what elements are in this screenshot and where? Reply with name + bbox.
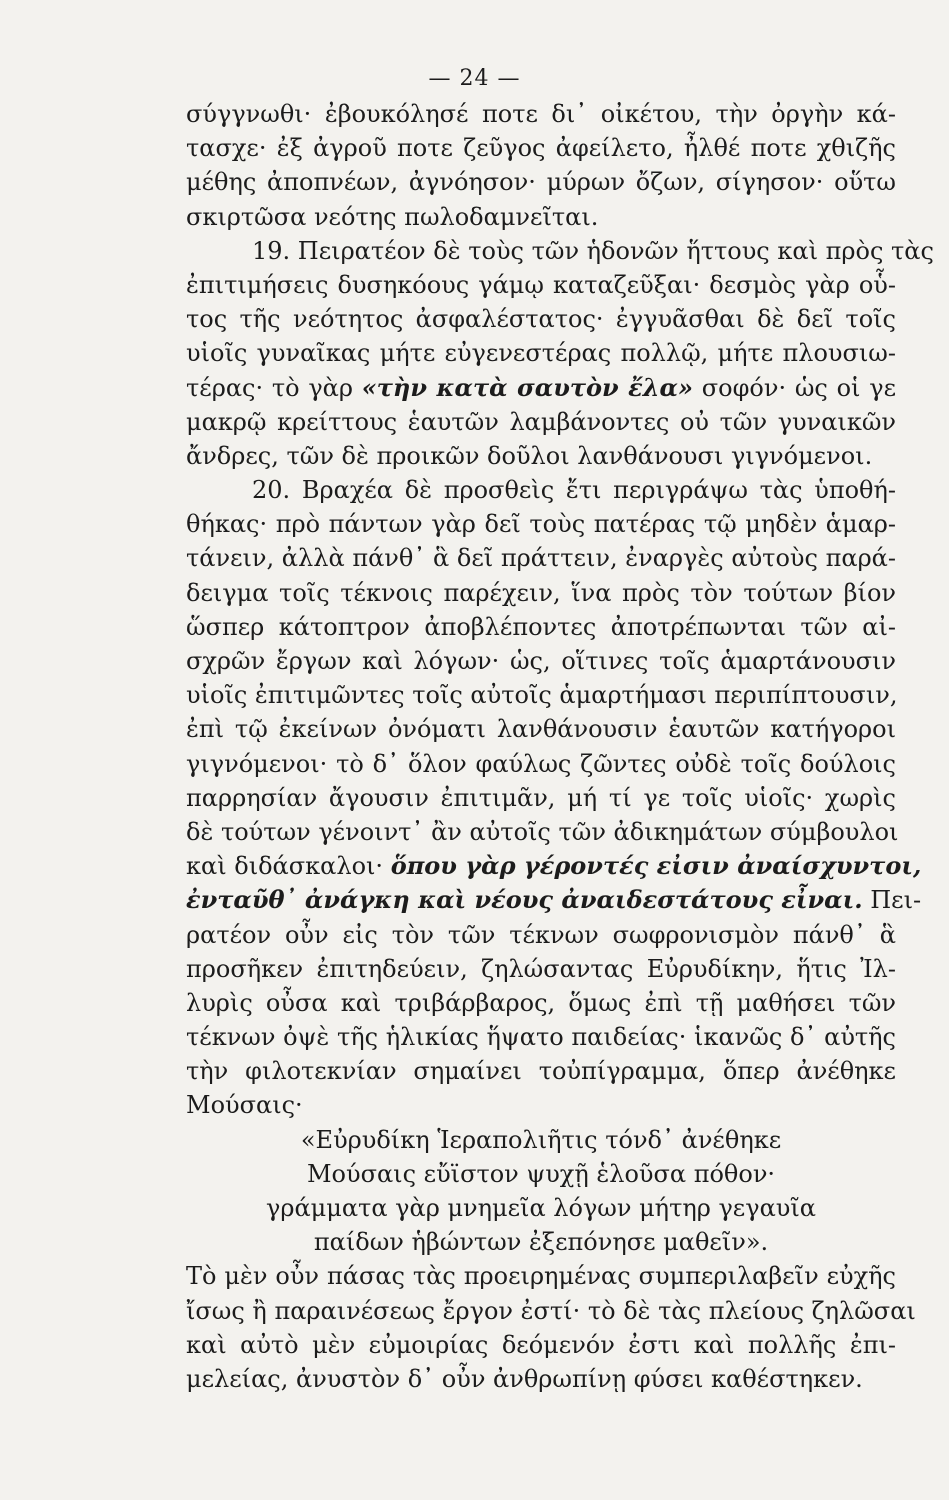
emphasized-quote: ὅπου γὰρ γέροντές εἰσιν ἀναίσχυντοι, [390,851,922,881]
text-line: λυρὶς οὖσα καὶ τριβάρβαρος, ὅμως ἐπὶ τῇ μαθήσει τῶν [186,988,896,1017]
text-line: σκιρτῶσα νεότης πωλοδαμνεῖται. [186,202,599,231]
text-line [186,371,896,405]
text-line: τος τῆς νεότητος ἀσφαλέστατος· ἐγγυᾶσθαι δὲ δεῖ τοῖς [186,305,896,334]
epigram-verse-line: «Εὐρυδίκη Ἱεραπολιῆτις τόνδ᾽ ἀνέθηκε [300,1125,782,1154]
text-line: ὥσπερ κάτοπτρον ἀποβλέποντες ἀποτρέπωνται τῶν αἰ- [186,612,896,641]
text-line: υἱοῖς γυναῖκας μήτε εὐγενεστέρας πολλῷ, μήτε πλουσιω- [186,339,896,368]
emphasized-quote: «τὴν κατὰ σαυτὸν ἔλα» [361,372,694,402]
text-line: σύγγνωθι· ἐβουκόλησέ ποτε δι᾽ οἰκέτου, τὴν ὀργὴν κά- [186,100,896,128]
text-line: τασχε· ἐξ ἀγροῦ ποτε ζεῦγος ἀφείλετο, ἦλθέ ποτε χθιζῆς [186,134,896,163]
text-line: μελείας, ἀνυστὸν δ᾽ οὖν ἀνθρωπίνῃ φύσει καθέστηκεν. [186,1364,863,1393]
text-line: 20. Βραχέα δὲ προσθεὶς ἔτι περιγράψω τὰς ὑποθή- [252,476,896,505]
epigram-verse-line: παίδων ἡβώντων ἐξεπόνησε μαθεῖν». [313,1228,769,1257]
text-line: γιγνόμενοι· τὸ δ᾽ ὅλον φαύλως ζῶντες οὐδὲ τοῖς δούλοις [186,749,896,778]
text-line: τάνειν, ἀλλὰ πάνθ᾽ ἃ δεῖ πράττειν, ἐναργὲς αὐτοὺς παρά- [186,544,896,573]
text-line: δειγμα τοῖς τέκνοις παρέχειν, ἵνα πρὸς τὸν τούτων βίον [186,578,896,607]
text-line [186,849,922,883]
text-line: δὲ τούτων γένοιντ᾽ ἂν αὐτοῖς τῶν ἀδικημάτων σύμβουλοι [186,817,899,846]
text-segment: σοφόν· ὡς οἱ γε [693,373,896,402]
epigram-verse-line: γράμματα γὰρ μνημεῖα λόγων μήτηρ γεγαυῖα [265,1194,816,1222]
text-line: μακρῷ κρείττους ἑαυτῶν λαμβάνοντες οὐ τῶν γυναικῶν [186,407,896,436]
text-line: μέθης ἀποπνέων, ἀγνόησον· μύρων ὄζων, σίγησον· οὕτω [186,168,896,197]
body-text [186,97,934,1396]
text-line: παρρησίαν ἄγουσιν ἐπιτιμᾶν, μή τί γε τοῖς υἱοῖς· χωρὶς [186,783,896,812]
epigram-verse-line: Μούσαις εὔϊστον ψυχῇ ἑλοῦσα πόθον· [306,1159,776,1188]
text-line: καὶ αὐτὸ μὲν εὐμοιρίας δεόμενόν ἐστι καὶ πολλῆς ἐπι- [186,1330,896,1359]
text-line: υἱοῖς ἐπιτιμῶντες τοῖς αὐτοῖς ἁμαρτήμασι περιπίπτουσιν, [186,681,898,710]
text-segment: Πει- [862,886,922,915]
text-line: ἐπὶ τῷ ἐκείνων ὀνόματι λανθάνουσιν ἑαυτῶν κατήγοροι [186,715,896,744]
text-line: ἄνδρες, τῶν δὲ προικῶν δοῦλοι λανθάνουσι γιγνόμενοι. [186,441,873,470]
text-line: θήκας· πρὸ πάντων γὰρ δεῖ τοὺς πατέρας τῷ μηδὲν ἁμαρ- [186,510,896,539]
text-segment: καὶ διδάσκαλοι· [186,852,391,881]
text-segment: τέρας· τὸ γὰρ [186,373,362,402]
text-line [186,883,922,917]
text-line: ρατέον οὖν εἰς τὸν τῶν τέκνων σωφρονισμὸν πάνθ᾽ ἃ [186,920,896,949]
text-line: προσῆκεν ἐπιτηδεύειν, ζηλώσαντας Εὐρυδίκην, ἥτις Ἰλ- [186,954,896,983]
text-line: Τὸ μὲν οὖν πάσας τὰς προειρημένας συμπεριλαβεῖν εὐχῆς [186,1262,896,1291]
text-line: σχρῶν ἔργων καὶ λόγων· ὡς, οἵτινες τοῖς ἁμαρτάνουσιν [186,647,896,675]
text-line: ἴσως ἢ παραινέσεως ἔργον ἐστί· τὸ δὲ τὰς πλείους ζηλῶσαι [186,1296,916,1325]
text-line: Μούσαις· [186,1091,303,1120]
text-line: ἐπιτιμήσεις δυσηκόους γάμῳ καταζεῦξαι· δεσμὸς γὰρ οὗ- [186,270,896,299]
text-line: 19. Πειρατέον δὲ τοὺς τῶν ἡδονῶν ἥττους καὶ πρὸς τὰς [252,236,934,265]
text-line: τέκνων ὀψὲ τῆς ἡλικίας ἥψατο παιδείας· ἱκανῶς δ᾽ αὐτῆς [186,1023,896,1052]
emphasized-quote: ἐνταῦθ᾽ ἀνάγκη καὶ νέους ἀναιδεστάτους εἶναι. [186,885,863,915]
text-line: τὴν φιλοτεκνίαν σημαίνει τοὐπίγραμμα, ὅπερ ἀνέθηκε [186,1057,896,1086]
page-number: — 24 — [428,66,521,91]
